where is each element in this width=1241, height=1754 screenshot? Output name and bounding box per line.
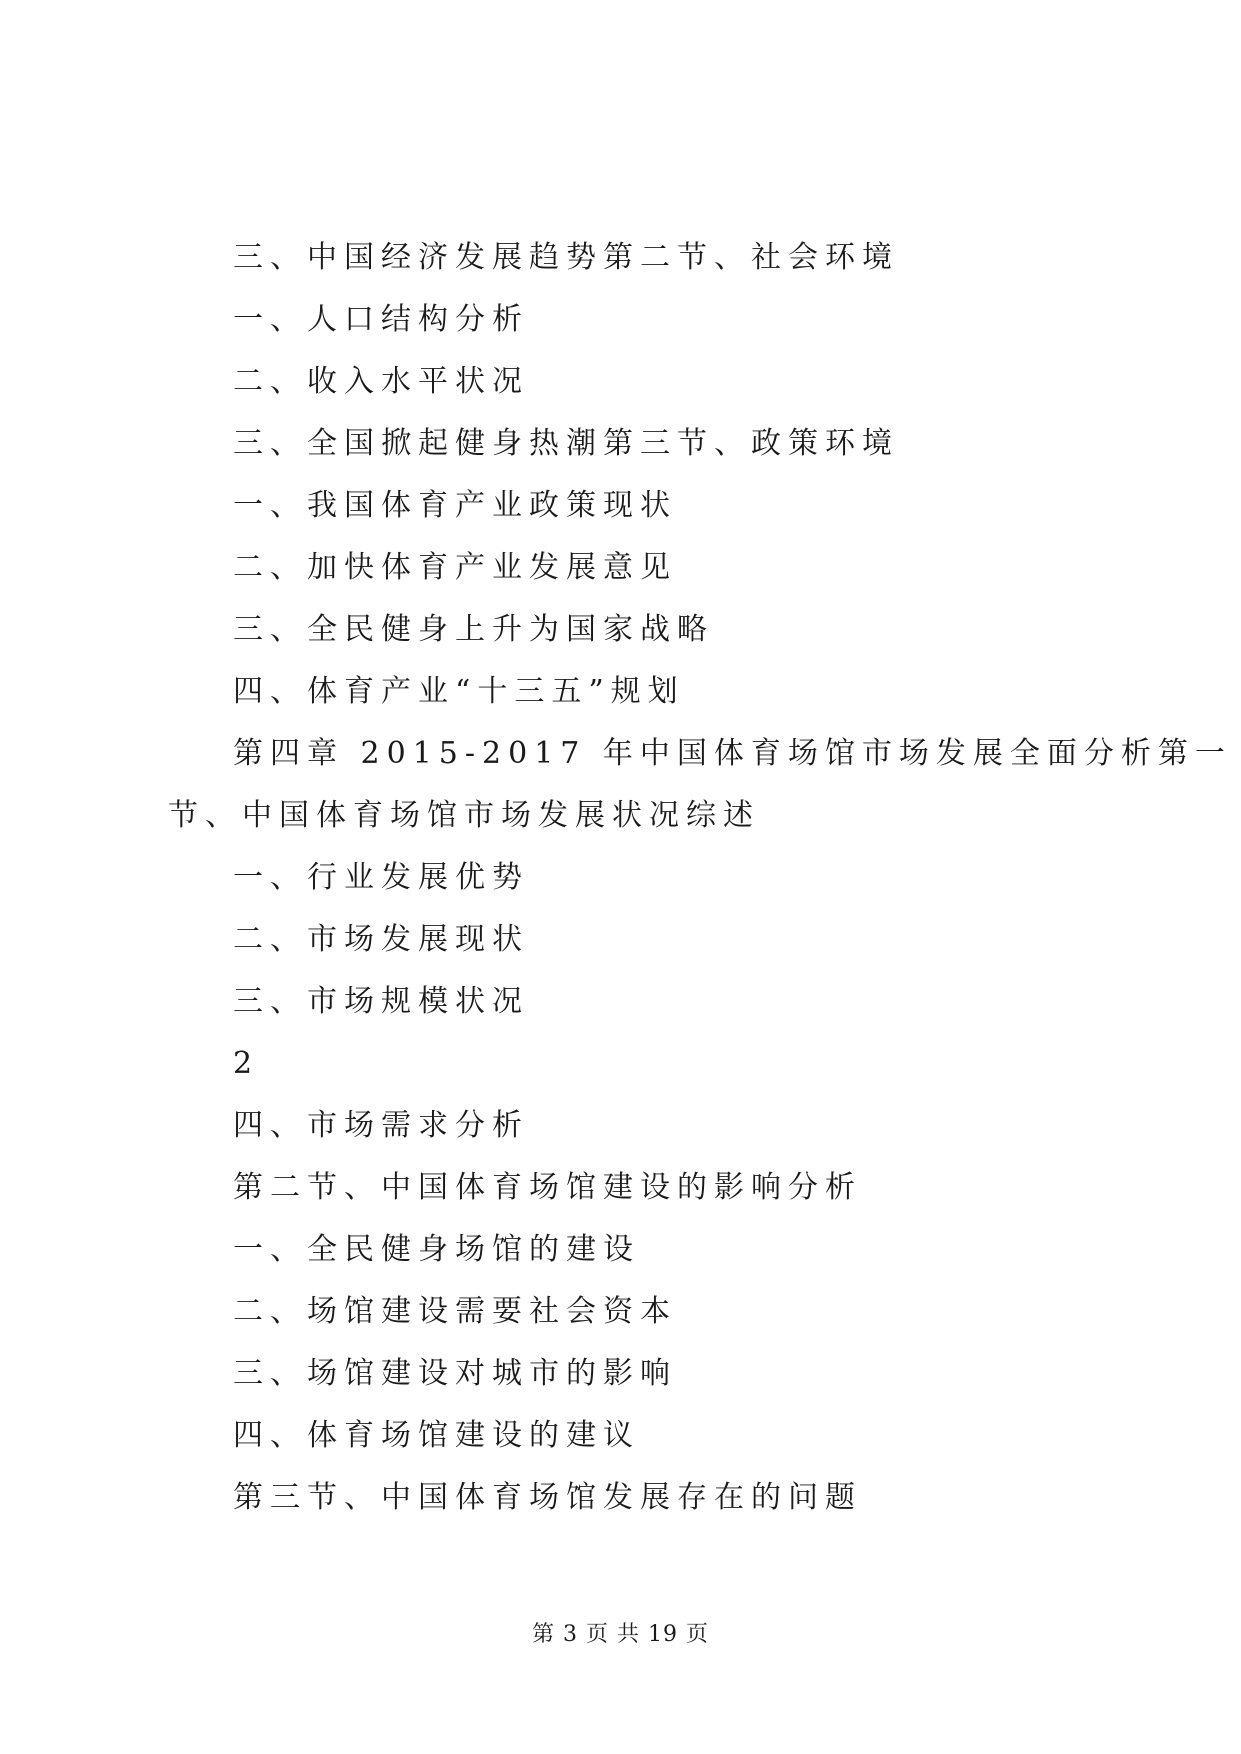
toc-line: 一、人口结构分析 (233, 302, 529, 337)
section-heading: 第三节、中国体育场馆发展存在的问题 (233, 1480, 862, 1515)
toc-line: 二、收入水平状况 (233, 364, 529, 399)
toc-line: 四、市场需求分析 (233, 1108, 529, 1143)
page-footer: 第 3 页 共 19 页 (532, 1622, 709, 1647)
toc-line: 二、加快体育产业发展意见 (233, 550, 677, 585)
toc-line: 三、场馆建设对城市的影响 (233, 1356, 677, 1391)
inline-page-number: 2 (233, 1046, 260, 1081)
chapter-heading-continued: 节、中国体育场馆市场发展状况综述 (168, 798, 760, 833)
toc-line: 一、全民健身场馆的建设 (233, 1232, 640, 1267)
toc-line: 四、体育场馆建设的建议 (233, 1418, 640, 1453)
toc-line: 三、市场规模状况 (233, 984, 529, 1019)
toc-line: 一、我国体育产业政策现状 (233, 488, 677, 523)
toc-line: 三、中国经济发展趋势第二节、社会环境 (233, 240, 899, 275)
chapter-heading: 第四章 2015-2017 年中国体育场馆市场发展全面分析第一 (233, 736, 1232, 771)
toc-line: 三、全国掀起健身热潮第三节、政策环境 (233, 426, 899, 461)
toc-line: 三、全民健身上升为国家战略 (233, 612, 714, 647)
toc-line: 四、体育产业“十三五”规划 (233, 674, 685, 709)
toc-line: 一、行业发展优势 (233, 860, 529, 895)
section-heading: 第二节、中国体育场馆建设的影响分析 (233, 1170, 862, 1205)
toc-line: 二、场馆建设需要社会资本 (233, 1294, 677, 1329)
toc-line: 二、市场发展现状 (233, 922, 529, 957)
